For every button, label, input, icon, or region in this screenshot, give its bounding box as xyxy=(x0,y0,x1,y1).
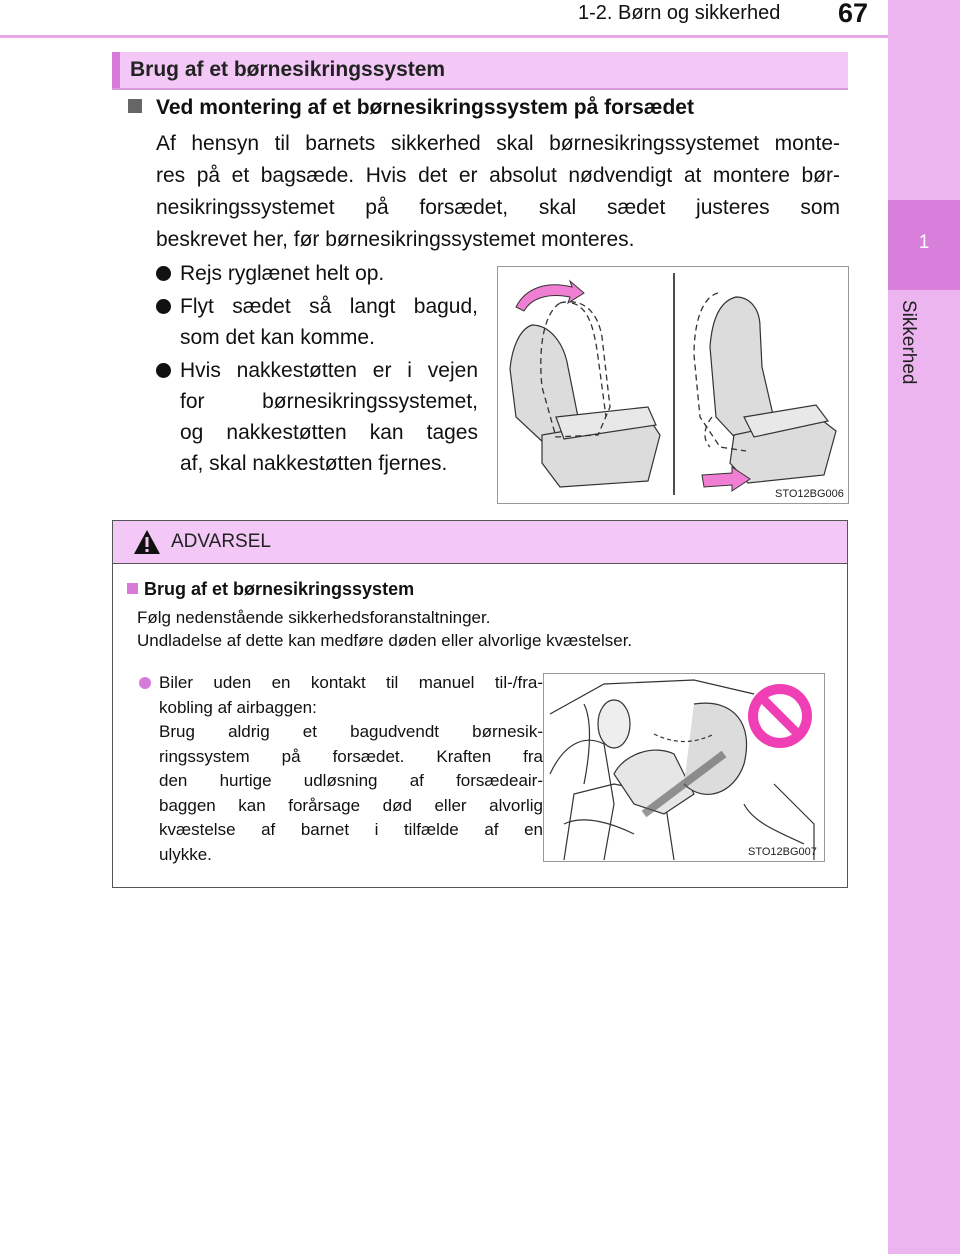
warning-triangle-icon xyxy=(133,529,161,555)
bullet-dot-icon xyxy=(156,299,171,314)
figure-code: STO12BG007 xyxy=(748,846,817,858)
side-strip xyxy=(888,0,960,1254)
section-title: 1-2. Børn og sikkerhed xyxy=(578,2,781,24)
list-item-line: og nakkestøtten kan tages xyxy=(180,421,478,444)
instruction-list xyxy=(156,258,478,481)
warning-box xyxy=(112,520,848,888)
warning-header xyxy=(113,521,847,564)
subheading xyxy=(128,96,694,120)
section-heading-text: Brug af et børnesikringssystem xyxy=(130,58,446,81)
square-bullet-icon xyxy=(127,583,138,594)
airbag-illustration xyxy=(544,674,824,861)
paragraph-line: res på et bagsæde. Hvis det er absolut nødvendigt at montere bør- xyxy=(156,164,840,187)
warning-line: Følg nedenstående sikkerhedsforanstaltninger. xyxy=(137,608,491,627)
list-item-line: Flyt sædet så langt bagud, xyxy=(180,295,478,318)
seat-adjustment-figure xyxy=(497,266,849,504)
figure-code: STO12BG006 xyxy=(775,488,844,500)
paragraph-line: beskrevet her, før børnesikringssystemet monteres. xyxy=(156,228,635,251)
seat-illustration xyxy=(498,267,848,503)
list-item-line: af, skal nakkestøtten fjernes. xyxy=(180,452,448,475)
warning-bullet-line: ringssystem på forsædet. Kraften fra xyxy=(159,746,543,766)
warning-bullet-line: kvæstelse af barnet i tilfælde af en xyxy=(159,820,543,839)
paragraph-line: Af hensyn til barnets sikkerhed skal børnesikringssystemet monte- xyxy=(156,132,840,155)
section-heading xyxy=(112,52,848,90)
warning-bullet xyxy=(139,671,543,867)
chapter-number: 1 xyxy=(918,232,930,253)
heading-accent-bar xyxy=(112,52,120,88)
warning-bullet-line: kobling af airbaggen: xyxy=(159,697,317,717)
bullet-dot-icon xyxy=(156,266,171,281)
list-item-line: Rejs ryglænet helt op. xyxy=(180,262,385,285)
warning-line: Undladelse af dette kan medføre døden eller alvorlige kvæstelser. xyxy=(137,631,633,650)
warning-subheading-text: Brug af et børnesikringssystem xyxy=(144,579,415,599)
bullet-dot-icon xyxy=(156,363,171,378)
subheading-text: Ved montering af et børnesikringssystem på forsædet xyxy=(156,96,694,119)
list-item xyxy=(156,355,478,479)
warning-bullet-line: Brug aldrig et bagudvendt børnesik- xyxy=(159,722,543,741)
airbag-warning-figure xyxy=(543,673,825,862)
chapter-label: Sikkerhed xyxy=(898,300,919,385)
page-number: 67 xyxy=(838,0,869,28)
intro-paragraph xyxy=(156,128,840,256)
prohibited-icon xyxy=(748,684,812,748)
warning-bullet-line: den hurtige udløsning af forsædeair- xyxy=(159,771,543,790)
warning-label: ADVARSEL xyxy=(171,531,271,552)
warning-subheading xyxy=(127,579,414,600)
list-item-line: Hvis nakkestøtten er i vejen xyxy=(180,359,478,382)
warning-bullet-line: ulykke. xyxy=(159,844,212,864)
warning-bullet-line: baggen kan forårsage død eller alvorlig xyxy=(159,795,543,815)
warning-bullet-line: Biler uden en kontakt til manuel til-/fra- xyxy=(159,673,543,692)
paragraph-line: nesikringssystemet på forsædet, skal sædet justeres som xyxy=(156,196,840,219)
list-item xyxy=(156,258,478,289)
list-item xyxy=(156,291,478,353)
list-item-line: for børnesikringssystemet, xyxy=(180,390,478,413)
header-rule xyxy=(0,35,888,38)
bullet-dot-icon xyxy=(139,677,151,689)
list-item-line: som det kan komme. xyxy=(180,326,375,349)
square-bullet-icon xyxy=(128,99,142,113)
